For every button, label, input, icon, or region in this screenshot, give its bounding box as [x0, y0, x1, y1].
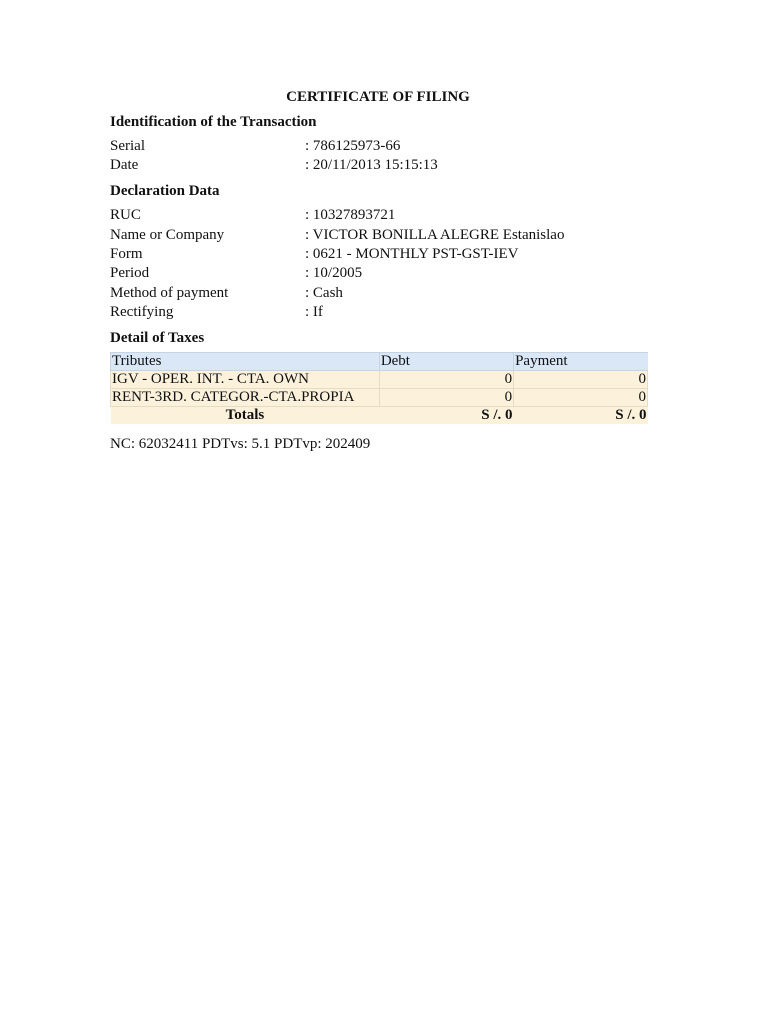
payment-cell: 0 [514, 389, 648, 407]
taxes-heading: Detail of Taxes [110, 330, 205, 346]
column-header-tributes: Tributes [111, 353, 380, 371]
field-value: : If [305, 304, 323, 320]
totals-payment: S /. 0 [514, 407, 648, 425]
totals-row [111, 407, 648, 425]
field-value: : 10327893721 [305, 207, 396, 223]
field-label: Form [110, 246, 143, 262]
transaction-heading: Identification of the Transaction [110, 114, 317, 130]
field-row-name [110, 226, 650, 245]
field-value: : Cash [305, 285, 343, 301]
field-value: : 10/2005 [305, 265, 363, 281]
column-header-payment: Payment [514, 353, 648, 371]
totals-label: Totals [111, 407, 380, 425]
field-label: Name or Company [110, 227, 225, 243]
field-label: Period [110, 265, 150, 281]
field-row-form [110, 245, 650, 264]
payment-cell: 0 [514, 371, 648, 389]
field-value: : VICTOR BONILLA ALEGRE Estanislao [305, 227, 565, 243]
debt-cell: 0 [379, 371, 513, 389]
field-label: Serial [110, 138, 145, 154]
footer-note: NC: 62032411 PDTvs: 5.1 PDTvp: 202409 [110, 436, 371, 452]
declaration-heading: Declaration Data [110, 183, 220, 199]
document-title: CERTIFICATE OF FILING [286, 89, 470, 105]
field-row-ruc [110, 206, 650, 225]
field-label: Method of payment [110, 285, 229, 301]
field-label: RUC [110, 207, 141, 223]
field-value: : 786125973-66 [305, 138, 401, 154]
field-row-serial [110, 137, 650, 156]
debt-cell: 0 [379, 389, 513, 407]
field-row-rectifying [110, 303, 650, 322]
field-row-date [110, 156, 650, 175]
taxes-table [110, 352, 648, 424]
column-header-debt: Debt [379, 353, 513, 371]
field-row-period [110, 264, 650, 283]
field-row-payment-method [110, 284, 650, 303]
table-header-row [111, 353, 648, 371]
tribute-cell: IGV - OPER. INT. - CTA. OWN [111, 371, 380, 389]
totals-debt: S /. 0 [379, 407, 513, 425]
table-row [111, 389, 648, 407]
tribute-cell: RENT-3RD. CATEGOR.-CTA.PROPIA [111, 389, 380, 407]
field-value: : 20/11/2013 15:15:13 [305, 157, 438, 173]
table-row [111, 371, 648, 389]
field-value: : 0621 - MONTHLY PST-GST-IEV [305, 246, 519, 262]
field-label: Rectifying [110, 304, 174, 320]
field-label: Date [110, 157, 139, 173]
